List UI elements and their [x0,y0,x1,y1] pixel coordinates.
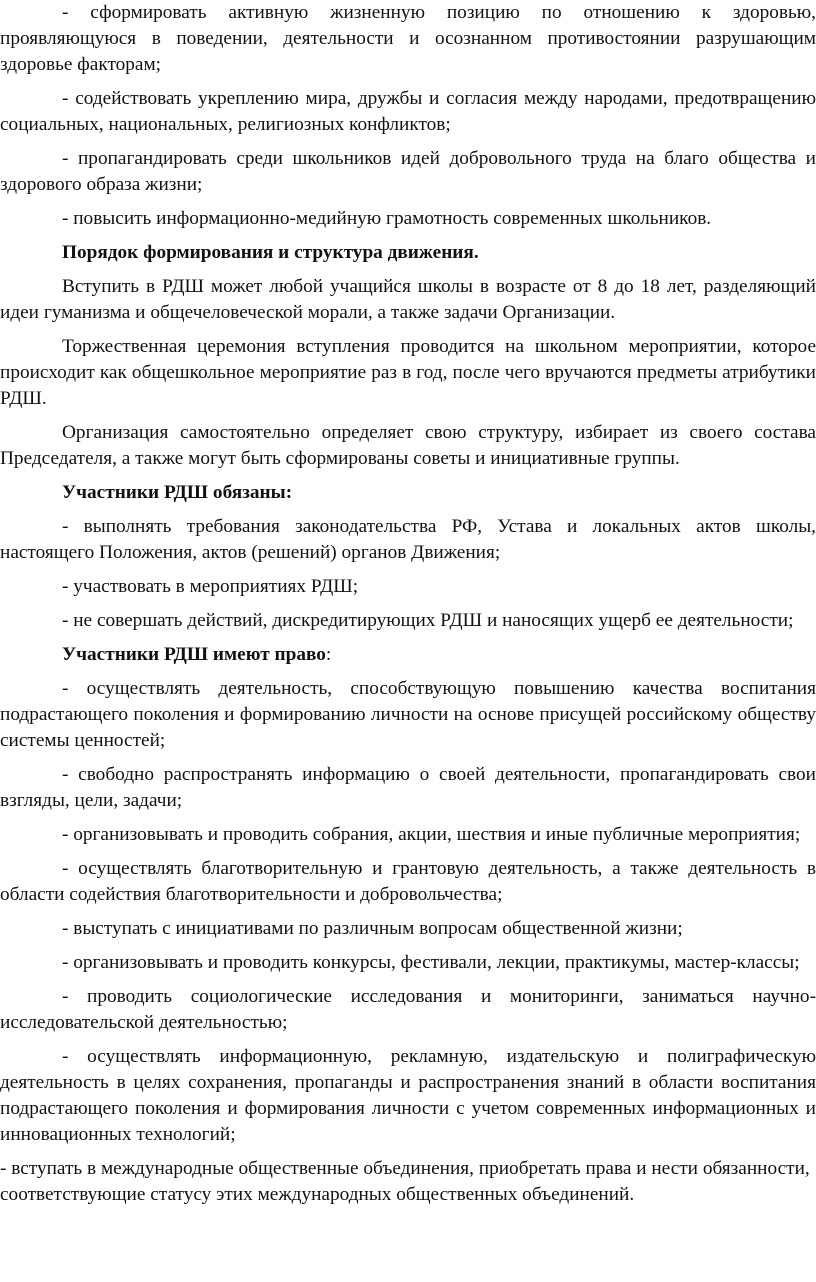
paragraph-goal-peace: - содействовать укреплению мира, дружбы и согласия между народами, предотвращению социальных, национальных, религиозных конфликтов; [0,88,816,135]
paragraph-goal-health: - сформировать активную жизненную позицию по отношению к здоровью, проявляющуюся в поведении, деятельности и осознанном противостоянии разрушающим здоровье факторам; [0,2,816,75]
paragraph-goal-media-literacy: - повысить информационно-медийную грамотность современных школьников. [62,208,712,229]
section-heading-duties [0,480,816,506]
paragraph-right-charity: - осуществлять благотворительную и грантовую деятельность, а также деятельность в области содействия благотворительности и добровольчества; [0,858,816,905]
heading-bold-text: Порядок формирования и структура движения. [62,242,479,263]
heading-suffix: : [325,644,332,665]
paragraph-right-publishing: - осуществлять информационную, рекламную, издательскую и полиграфическую деятельность в целях сохранения, пропаганды и распространения знаний в области воспитания подрастающего поколения и формирования личности с учетом современных информационных и инновационных технологий; [0,1046,816,1145]
paragraph-right-contests: - организовывать и проводить конкурсы, фестивали, лекции, практикумы, мастер-классы; [62,952,800,973]
section-heading-rights [0,642,816,668]
paragraph-goal-volunteer: - пропагандировать среди школьников идей добровольного труда на благо общества и здорового образа жизни; [0,148,816,195]
section-heading-structure [0,240,816,266]
paragraph-right-information: - свободно распространять информацию о своей деятельности, пропагандировать свои взгляды, цели, задачи; [0,764,816,811]
paragraph-right-research: - проводить социологические исследования и мониторинги, заниматься научно-исследовательской деятельностью; [0,986,816,1033]
heading-bold-text: Участники РДШ обязаны: [62,482,293,503]
paragraph-right-activity: - осуществлять деятельность, способствующую повышению качества воспитания подрастающего поколения и формированию личности на основе присущей российскому обществу системы ценностей; [0,678,816,751]
paragraph-organization: Организация самостоятельно определяет свою структуру, избирает из своего состава Председателя, а также могут быть сформированы советы и инициативные группы. [0,422,816,469]
heading-bold-text: Участники РДШ имеют право [62,644,326,665]
paragraph-ceremony: Торжественная церемония вступления проводится на школьном мероприятии, которое происходит как общешкольное мероприятие раз в год, после чего вручаются предметы атрибутики РДШ. [0,336,816,409]
paragraph-right-meetings: - организовывать и проводить собрания, акции, шествия и иные публичные мероприятия; [62,824,801,845]
paragraph-duty-laws: - выполнять требования законодательства РФ, Устава и локальных актов школы, настоящего Положения, актов (решений) органов Движения; [0,516,816,563]
paragraph-membership: Вступить в РДШ может любой учащийся школы в возрасте от 8 до 18 лет, разделяющий идеи гуманизма и общечеловеческой морали, а также задачи Организации. [0,276,816,323]
paragraph-duty-no-discredit: - не совершать действий, дискредитирующих РДШ и наносящих ущерб ее деятельности; [62,610,794,631]
paragraph-duty-participate: - участвовать в мероприятиях РДШ; [62,576,359,597]
paragraph-right-international: - вступать в международные общественные объединения, приобретать права и нести обязанности, соответствующие статусу этих международных общественных объединений. [0,1158,810,1205]
paragraph-right-initiatives: - выступать с инициативами по различным вопросам общественной жизни; [62,918,683,939]
